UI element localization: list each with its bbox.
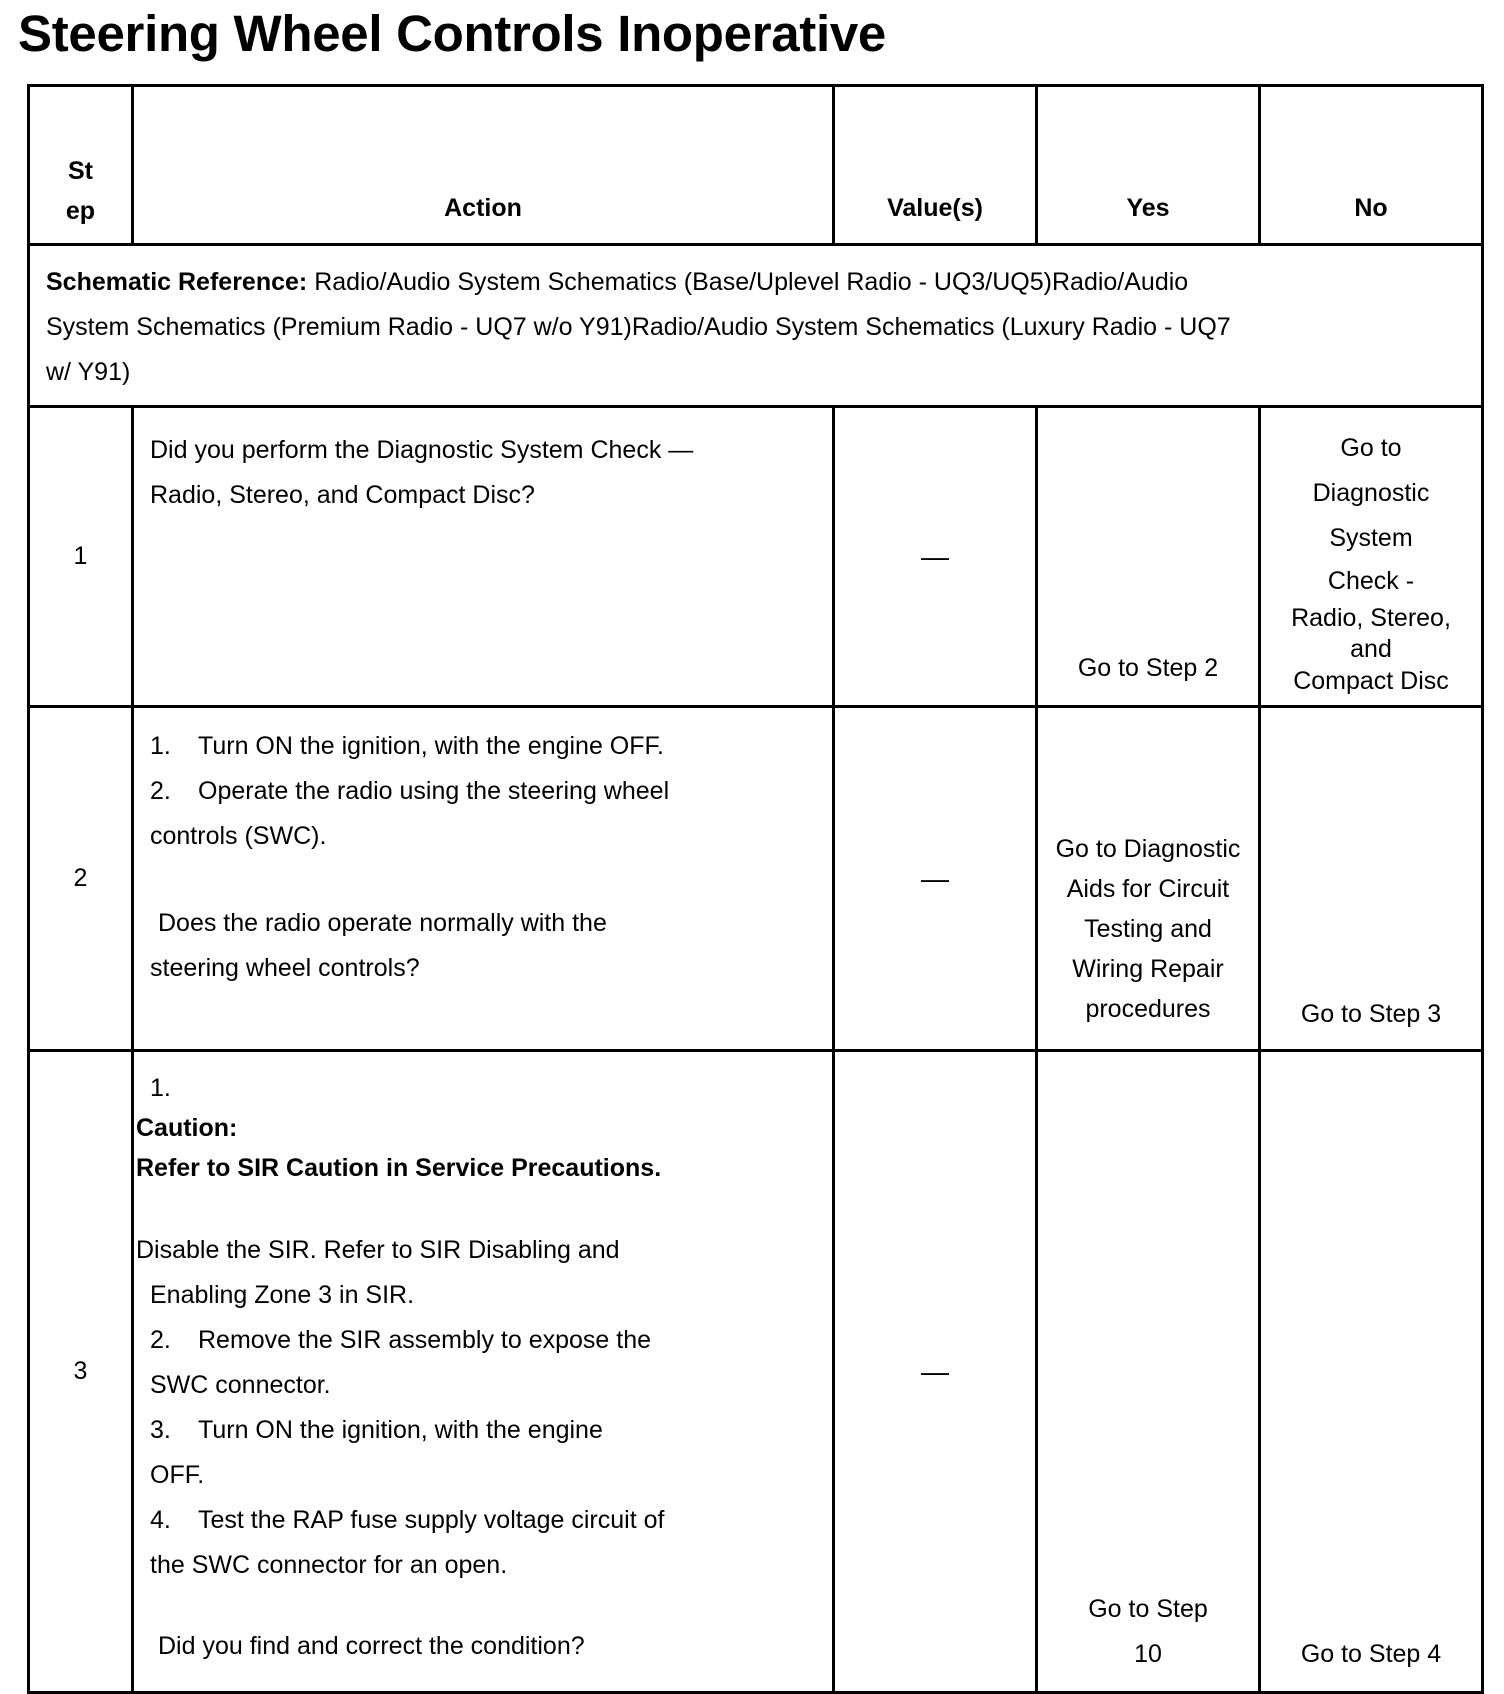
item-text: Turn ON the ignition, with the engine OFF. — [198, 732, 664, 760]
item-text: Remove the SIR assembly to expose the — [198, 1326, 652, 1354]
schematic-line-1: Radio/Audio System Schematics (Base/Uplevel Radio - UQ3/UQ5)Radio/Audio — [314, 268, 1189, 296]
action-header: Action — [133, 86, 834, 245]
yes-line: 10 — [1134, 1640, 1162, 1668]
step-header-line-2: ep — [65, 197, 96, 225]
disable-sir-line: Disable the SIR. Refer to SIR Disabling and — [136, 1236, 620, 1264]
question-line: Does the radio operate normally with the — [158, 909, 607, 937]
table-row — [29, 707, 1483, 1051]
action-list-item — [150, 1068, 816, 1108]
item-number: 1. — [150, 732, 171, 760]
item-text: Test the RAP fuse supply voltage circuit of — [198, 1506, 665, 1534]
action-list-item — [150, 1408, 816, 1453]
action-text-line: Radio, Stereo, and Compact Disc? — [150, 481, 535, 509]
value-cell: — — [834, 407, 1037, 707]
table-row — [29, 407, 1483, 707]
schematic-line-3: w/ Y91) — [46, 358, 131, 386]
action-cell — [133, 407, 834, 707]
value-cell: — — [834, 707, 1037, 1051]
no-header: No — [1260, 86, 1483, 245]
no-line: Radio, Stereo, — [1291, 604, 1451, 632]
question-line: Did you find and correct the condition? — [158, 1632, 585, 1660]
action-list-item — [150, 769, 816, 814]
item-text-continued: the SWC connector for an open. — [150, 1551, 508, 1579]
values-header: Value(s) — [834, 86, 1037, 245]
yes-line: Go to Diagnostic — [1055, 835, 1241, 863]
no-line: and — [1350, 635, 1392, 663]
header-row — [29, 86, 1483, 245]
page-title: Steering Wheel Controls Inoperative — [18, 5, 886, 62]
action-text-line: Did you perform the Diagnostic System Check — — [150, 436, 694, 464]
schematic-line-2: System Schematics (Premium Radio - UQ7 w/o Y91)Radio/Audio System Schematics (Luxury Radio - UQ7 — [46, 313, 1231, 341]
item-text-continued: controls (SWC). — [150, 822, 327, 850]
item-number: 1. — [150, 1074, 171, 1102]
step-header-line-1: St — [68, 157, 93, 185]
yes-line: Go to Step — [1088, 1595, 1208, 1623]
table-row — [29, 1051, 1483, 1693]
no-cell: Go to Step 4 — [1260, 1051, 1483, 1693]
diagnostic-table — [27, 84, 1484, 1694]
item-number: 2. — [150, 1326, 171, 1354]
no-cell: Go to Step 3 — [1260, 707, 1483, 1051]
item-number: 4. — [150, 1506, 171, 1534]
action-cell — [133, 707, 834, 1051]
yes-line: procedures — [1085, 995, 1211, 1023]
yes-cell: Go to Step 2 — [1037, 407, 1260, 707]
action-cell — [133, 1051, 834, 1693]
disable-sir-line: Enabling Zone 3 in SIR. — [150, 1281, 415, 1309]
schematic-label: Schematic Reference: — [46, 268, 308, 296]
caution-label: Caution: — [136, 1114, 238, 1142]
item-text: Operate the radio using the steering wheel — [198, 777, 670, 805]
item-text-continued: SWC connector. — [150, 1371, 331, 1399]
no-line: Compact Disc — [1293, 667, 1449, 695]
no-line: Check - — [1327, 567, 1415, 595]
yes-line: Testing and — [1084, 915, 1212, 943]
yes-line: Wiring Repair — [1072, 955, 1224, 983]
yes-cell — [1037, 707, 1260, 1051]
yes-cell — [1037, 1051, 1260, 1693]
item-number: 3. — [150, 1416, 171, 1444]
schematic-reference — [29, 245, 1483, 407]
yes-header: Yes — [1037, 86, 1260, 245]
schematic-row — [29, 245, 1483, 407]
step-number: 2 — [29, 707, 133, 1051]
action-list-item — [150, 724, 816, 769]
question-line: steering wheel controls? — [150, 954, 420, 982]
item-text: Turn ON the ignition, with the engine — [198, 1416, 603, 1444]
action-list-item — [150, 1318, 816, 1363]
caution-text: Refer to SIR Caution in Service Precautions. — [136, 1154, 662, 1182]
item-text-continued: OFF. — [150, 1461, 205, 1489]
yes-line: Aids for Circuit — [1066, 875, 1230, 903]
action-list-item — [150, 1498, 816, 1543]
no-line: System — [1329, 524, 1413, 552]
step-header — [29, 86, 133, 245]
step-number: 3 — [29, 1051, 133, 1693]
no-cell — [1260, 407, 1483, 707]
step-number: 1 — [29, 407, 133, 707]
value-cell: — — [834, 1051, 1037, 1693]
no-line: Diagnostic — [1312, 479, 1430, 507]
no-line: Go to — [1340, 434, 1402, 462]
item-number: 2. — [150, 777, 171, 805]
